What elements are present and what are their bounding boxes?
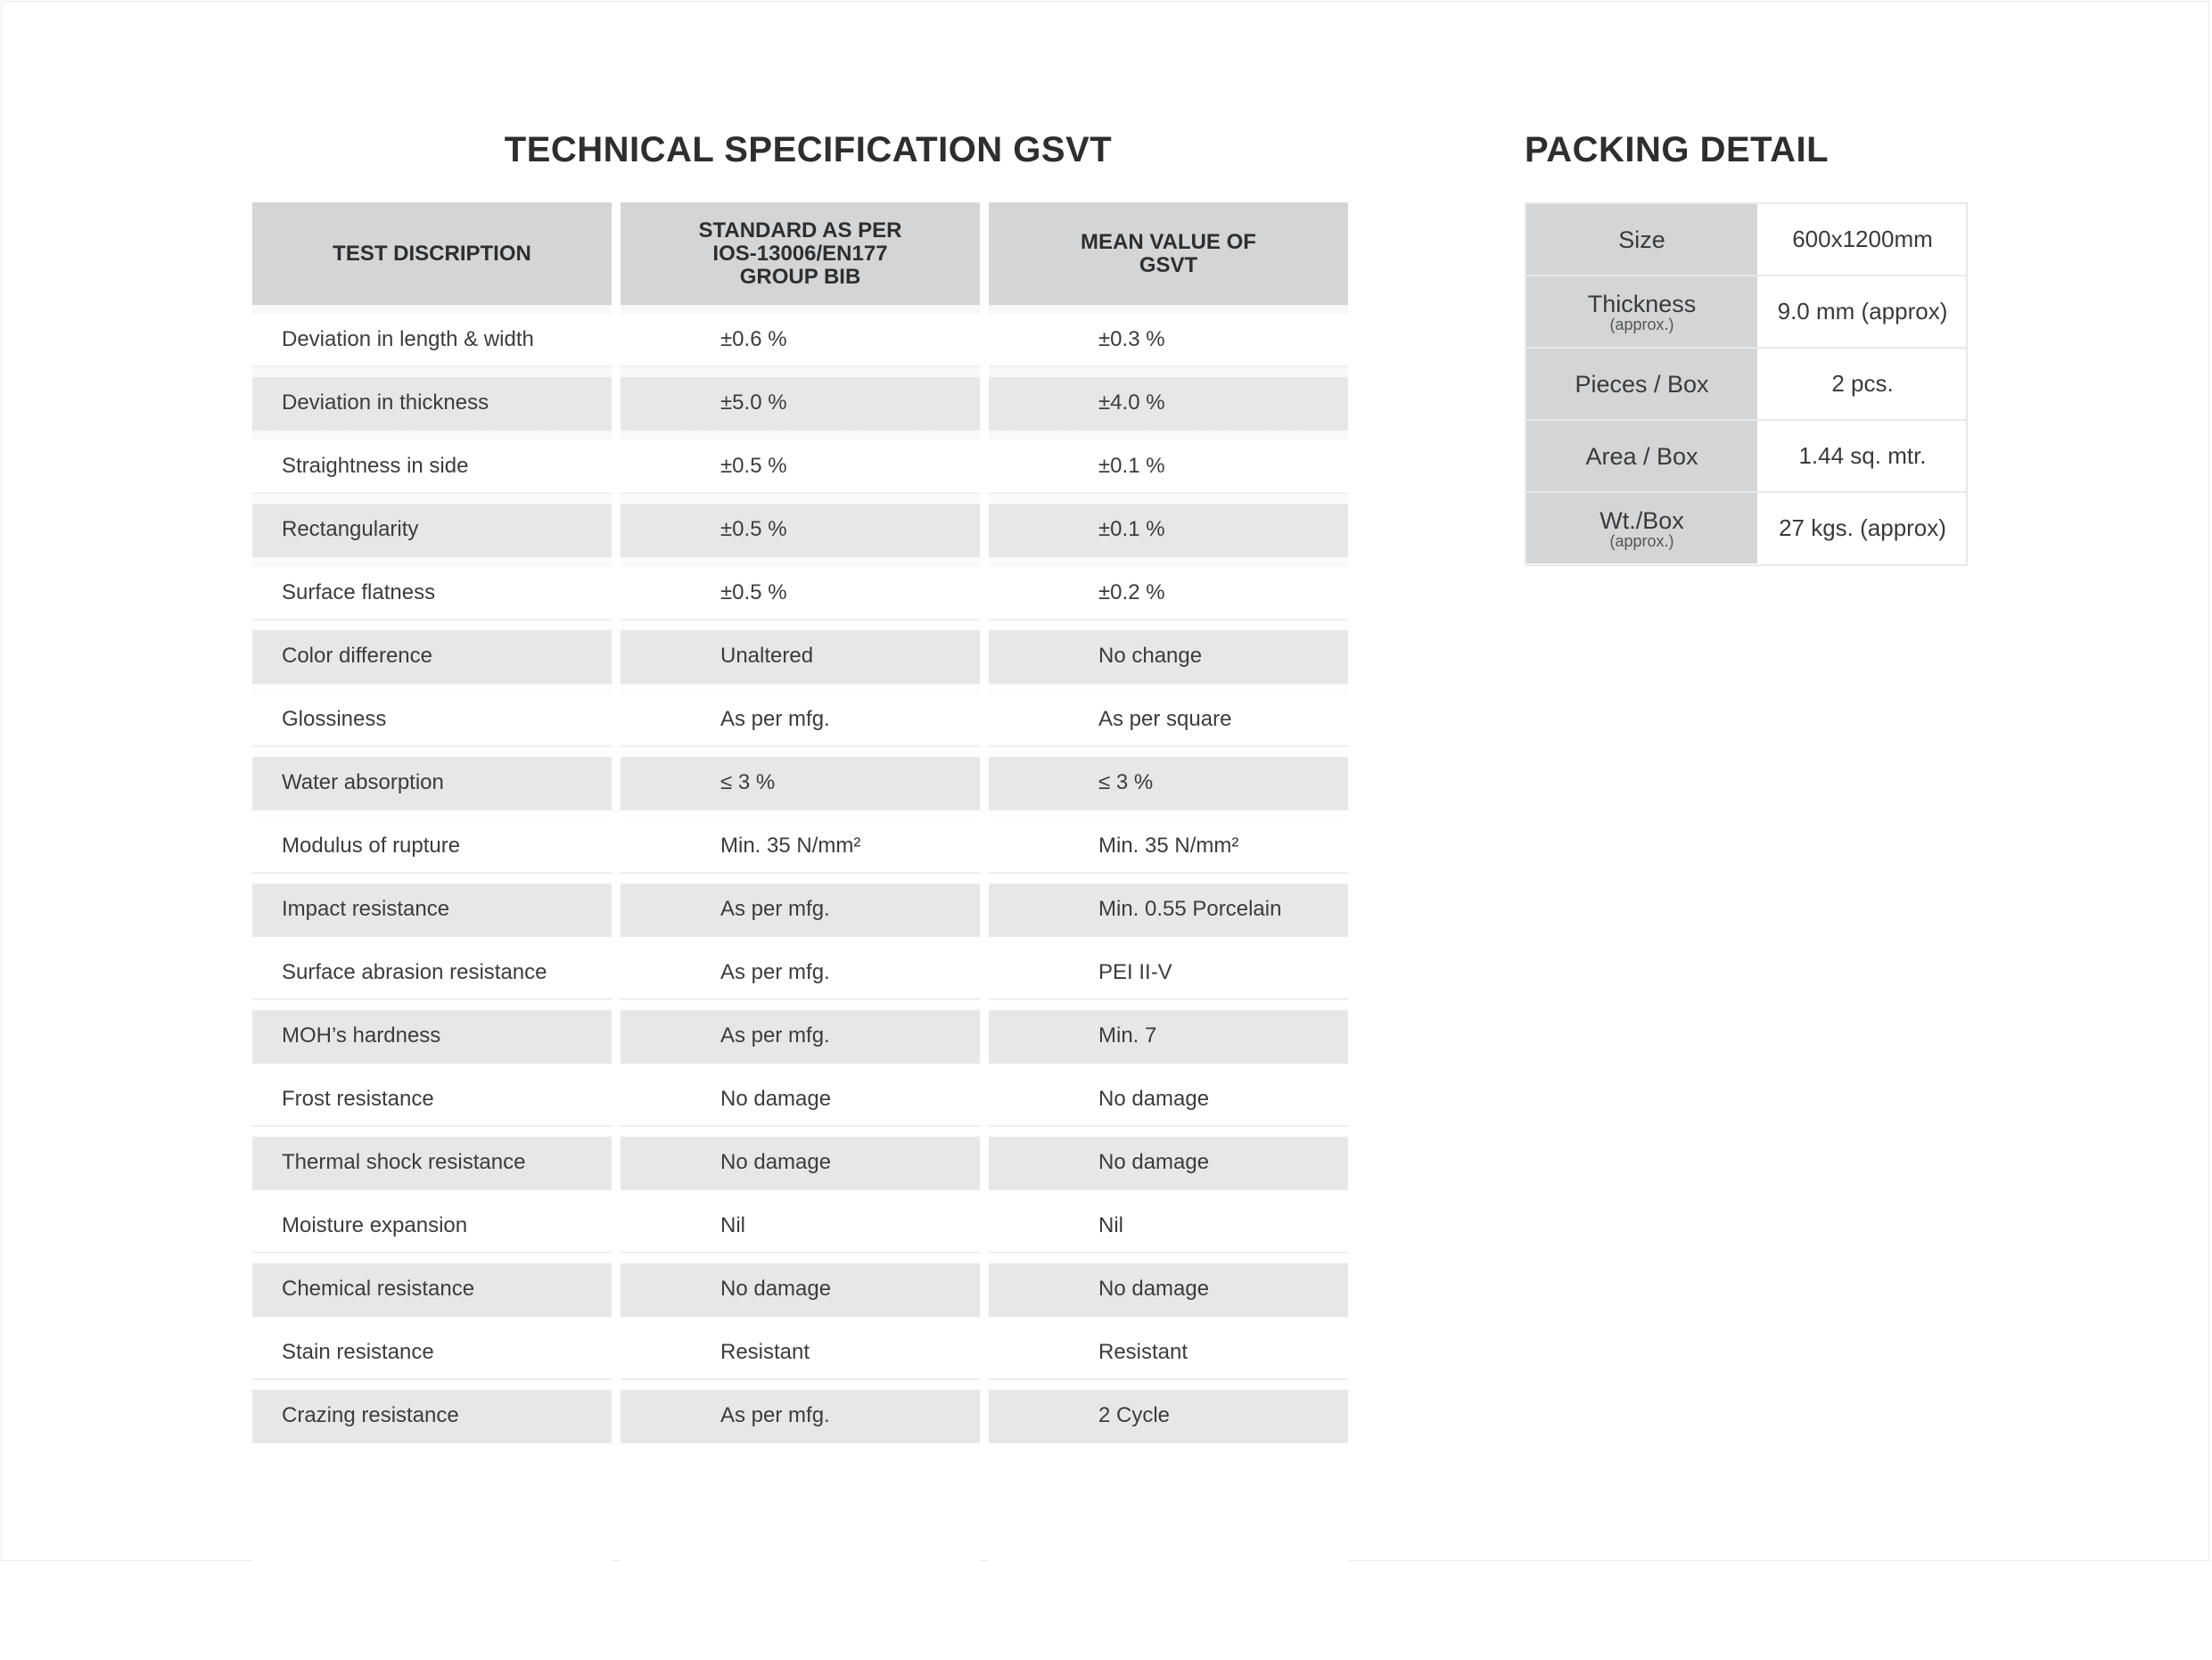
packing-label: Area / Box — [1585, 442, 1698, 470]
mean-value-cell: ±4.0 % — [989, 377, 1348, 431]
table-row — [252, 504, 1349, 567]
table-row — [252, 440, 1349, 504]
mean-value-cell: Resistant — [989, 1327, 1348, 1380]
header-standard: STANDARD AS PER IOS-13006/EN177 GROUP BIB — [621, 202, 980, 305]
standard-value-cell: Resistant — [621, 1327, 980, 1380]
mean-value-cell: ±0.1 % — [989, 440, 1348, 494]
table-row — [252, 1327, 1349, 1390]
packing-row — [1526, 349, 1966, 419]
table-row — [252, 694, 1349, 757]
standard-value-cell: As per mfg. — [621, 1010, 980, 1064]
packing-value: 27 kgs. (approx) — [1779, 514, 1946, 541]
header-mean-value: MEAN VALUE OF GSVT — [989, 202, 1348, 305]
standard-value-cell: ≤ 3 % — [621, 757, 980, 810]
mean-value-cell: No change — [989, 630, 1348, 684]
mean-value-cell: No damage — [989, 1137, 1348, 1190]
table-row — [252, 1010, 1349, 1073]
table-row — [252, 1390, 1349, 1453]
packing-label-cell — [1526, 204, 1757, 275]
table-row — [252, 757, 1349, 820]
test-description-cell: Impact resistance — [252, 883, 612, 937]
test-description-cell: Surface flatness — [252, 567, 612, 620]
mean-value-cell: Nil — [989, 1200, 1348, 1253]
mean-value-cell: 2 Cycle — [989, 1390, 1348, 1443]
mean-value-cell: No damage — [989, 1263, 1348, 1317]
table-row — [252, 820, 1349, 883]
standard-value-cell: ±0.5 % — [621, 504, 980, 557]
test-description-cell: Surface abrasion resistance — [252, 947, 612, 1000]
packing-value: 9.0 mm (approx) — [1777, 298, 1948, 325]
standard-value-cell: ±0.6 % — [621, 314, 980, 367]
packing-label: Thickness — [1587, 290, 1697, 317]
standard-value-cell: No damage — [621, 1263, 980, 1317]
table-row — [252, 314, 1349, 377]
table-row — [252, 947, 1349, 1010]
standard-value-cell: ±0.5 % — [621, 567, 980, 620]
packing-label-cell — [1526, 276, 1757, 347]
packing-label: Wt./Box — [1599, 506, 1684, 534]
test-description-cell: Color difference — [252, 630, 612, 684]
packing-label-note: (approx.) — [1609, 315, 1674, 333]
mean-value-cell: As per square — [989, 694, 1348, 747]
packing-value: 600x1200mm — [1792, 226, 1933, 252]
mean-value-cell: Min. 7 — [989, 1010, 1348, 1064]
packing-row — [1526, 204, 1966, 275]
table-row — [252, 883, 1349, 947]
table-row — [252, 567, 1349, 630]
test-description-cell: MOH’s hardness — [252, 1010, 612, 1064]
packing-row — [1526, 276, 1966, 347]
standard-value-cell: ±0.5 % — [621, 440, 980, 494]
spec-title: TECHNICAL SPECIFICATION GSVT — [504, 130, 1113, 169]
packing-table — [1525, 202, 1968, 566]
test-description-cell: Glossiness — [252, 694, 612, 747]
mean-value-cell: ±0.3 % — [989, 314, 1348, 367]
packing-label-note: (approx.) — [1609, 531, 1674, 550]
test-description-cell: Crazing resistance — [252, 1390, 612, 1443]
standard-value-cell: As per mfg. — [621, 1390, 980, 1443]
spec-rows — [252, 314, 1349, 1453]
packing-row — [1526, 493, 1966, 563]
packing-value: 1.44 sq. mtr. — [1798, 442, 1927, 469]
mean-value-cell: Min. 35 N/mm² — [989, 820, 1348, 874]
standard-value-cell: No damage — [621, 1137, 980, 1190]
standard-value-cell: No damage — [621, 1073, 980, 1127]
packing-label-cell — [1526, 349, 1757, 419]
mean-value-cell: ±0.1 % — [989, 504, 1348, 557]
test-description-cell: Straightness in side — [252, 440, 612, 494]
table-row — [252, 630, 1349, 694]
table-row — [252, 1073, 1349, 1137]
standard-value-cell: ±5.0 % — [621, 377, 980, 431]
test-description-cell: Rectangularity — [252, 504, 612, 557]
packing-title: PACKING DETAIL — [1525, 130, 1830, 169]
standard-value-cell: As per mfg. — [621, 947, 980, 1000]
header-test-description: TEST DISCRIPTION — [252, 202, 612, 305]
test-description-cell: Chemical resistance — [252, 1263, 612, 1317]
packing-label-cell — [1526, 493, 1757, 563]
mean-value-cell: No damage — [989, 1073, 1348, 1127]
table-row — [252, 1263, 1349, 1327]
packing-value: 2 pcs. — [1831, 370, 1894, 397]
packing-row — [1526, 421, 1966, 491]
packing-label: Pieces / Box — [1575, 370, 1709, 398]
standard-value-cell: Unaltered — [621, 630, 980, 684]
packing-label-cell — [1526, 421, 1757, 491]
mean-value-cell: ±0.2 % — [989, 567, 1348, 620]
test-description-cell: Modulus of rupture — [252, 820, 612, 874]
table-row — [252, 1200, 1349, 1263]
table-row — [252, 1137, 1349, 1200]
test-description-cell: Stain resistance — [252, 1327, 612, 1380]
test-description-cell: Frost resistance — [252, 1073, 612, 1127]
standard-value-cell: Min. 35 N/mm² — [621, 820, 980, 874]
test-description-cell: Moisture expansion — [252, 1200, 612, 1253]
packing-label: Size — [1618, 226, 1665, 253]
mean-value-cell: PEI II-V — [989, 947, 1348, 1000]
mean-value-cell: Min. 0.55 Porcelain — [989, 883, 1348, 937]
test-description-cell: Thermal shock resistance — [252, 1137, 612, 1190]
standard-value-cell: As per mfg. — [621, 883, 980, 937]
test-description-cell: Water absorption — [252, 757, 612, 810]
spec-header-row — [252, 202, 1349, 305]
standard-value-cell: As per mfg. — [621, 694, 980, 747]
test-description-cell: Deviation in length & width — [252, 314, 612, 367]
table-row — [252, 377, 1349, 440]
test-description-cell: Deviation in thickness — [252, 377, 612, 431]
standard-value-cell: Nil — [621, 1200, 980, 1253]
mean-value-cell: ≤ 3 % — [989, 757, 1348, 810]
